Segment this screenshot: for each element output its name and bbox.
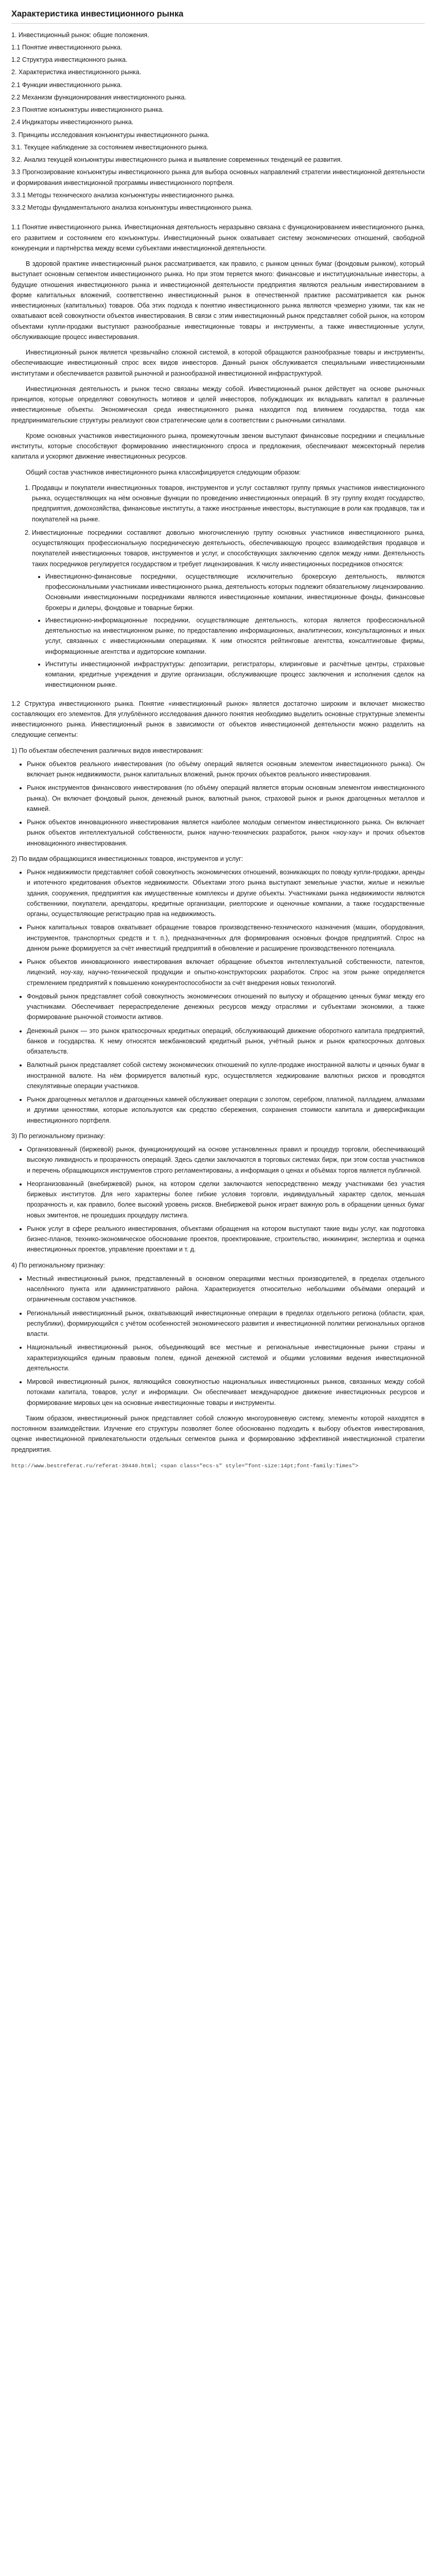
toc-item: 3. Принципы исследования конъюнктуры инвестиционного рынка. xyxy=(11,131,210,139)
toc-item: 3.3 Прогнозирование конъюнктуры инвестиционного рынка для выбора основных направлений стратегии инвестиционной деятельности и формирования инвестиционной программы инвестиционного портфеля. xyxy=(11,168,425,187)
section-heading: 3) По региональному признаку: xyxy=(11,1132,105,1140)
list-item: • Организованный (биржевой) рынок, функционирующий на основе установленных правил и процедур торговли, обеспечивающий высокую ликвидность и прозрачность операций. Здесь сделки заключаются в торговых системах бирж, при этом состав участников и перечень обращающихся инструментов строго регламентированы, а информация о ценах и объёмах торгов является публичной. xyxy=(27,1144,425,1176)
list-item: • Неорганизованный (внебиржевой) рынок, на котором сделки заключаются непосредственно между участниками без участия биржевых институтов. Для него характерны более гибкие условия торговли, индивидуальный характер сделок, меньшая прозрачность и, как правило, более высокий уровень рисков. Внебиржевой рынок играет важную роль в обращении ценных бумаг новых эмитентов, не прошедших процедуру листинга. xyxy=(27,1179,425,1221)
page-title: Характеристика инвестиционного рынка xyxy=(11,7,425,24)
intermediaries-list xyxy=(32,571,425,690)
toc-item: 2.4 Индикаторы инвестиционного рынка. xyxy=(11,118,134,126)
list-item: • Рынок недвижимости представляет собой совокупность экономических отношений, возникающих по поводу купли-продажи, аренды и ипотечного кредитования объектов недвижимости. Объектами этого рынка выступают земельные участки, жилые и нежилые здания, сооружения, предприятия как имущественные комплексы и другие объекты. Участниками рынка недвижимости являются собственники, покупатели, арендаторы, кредитные организации, риелторские и оценочные компании, а также государственные органы, осуществляющие регистрацию прав на недвижимость. xyxy=(27,867,425,919)
toc-item: 2. Характеристика инвестиционного рынка. xyxy=(11,69,142,76)
paragraph: 1.2 Структура инвестиционного рынка. Понятие «инвестиционный рынок» является достаточно широким и включает множество составляющих его элементов. Для углублённого исследования данного понятия необходимо выделить основные структурные элементы инвестиционного рынка. Инвестиционный рынок в зависимости от объектов инвестиционной деятельности можно разделить на следующие сегменты: xyxy=(11,700,425,739)
list-item xyxy=(32,528,425,690)
list-item: • Денежный рынок — это рынок краткосрочных кредитных операций, обслуживающий движение оборотного капитала предприятий, банков и государства. К нему относятся межбанковский кредитный рынок, учётный рынок и рынок краткосрочных долговых обязательств. xyxy=(27,1026,425,1057)
segments-list xyxy=(11,867,425,1126)
list-item: • Рынок драгоценных металлов и драгоценных камней обслуживает операции с золотом, серебром, платиной, палладием, алмазами и другими ценностями, которые используются как средство сбережения, сохранения стоимости капитала и диверсификации инвестиционного портфеля. xyxy=(27,1094,425,1126)
paragraph: Инвестиционная деятельность и рынок тесно связаны между собой. Инвестиционный рынок действует на основе рыночных принципов, которые определяют совокупность мотивов и целей инвесторов, побуждающих их вкладывать капитал в различные инвестиционные объекты. Экономическая среда инвестиционного рынка находится под влиянием государства, тогда как предпринимательские структуры реализуют свои стратегические цели в соответствии с рыночными сигналами. xyxy=(11,385,425,424)
paragraph: В здоровой практике инвестиционный рынок рассматривается, как правило, с рынком ценных бумаг (фондовым рынком), который выступает основным сегментом инвестиционного рынка. Но при этом теряется много: финансовые и институциональные инвесторы, а будущие отношения инвестиционного рынка и инвестиционной деятельности предприятия являются реальным инвестированием в форме капитальных вложений, соответственно инвестиционный рынок в отечественной практике рассматривается как рынок инвестиционных (капитальных) товаров. Оба этих подхода к понятию инвестиционного рынка являются чрезмерно узкими, так как не охватывают всей совокупности объектов инвестирования. В связи с этим инвестиционный рынок представляет собой рынок, на котором объектами купли-продажи выступают разнообразные инвестиционные товары и инструменты, а также инвестиционные услуги, обслуживающие процесс инвестирования. xyxy=(11,260,425,341)
list-item: • Местный инвестиционный рынок, представленный в основном операциями местных производителей, в пределах отдельного населённого пункта или административного района. Характеризуется относительно небольшими объёмами операций и ограниченным составом участников. xyxy=(27,1274,425,1305)
section-heading: 1) По объектам обеспечения различных видов инвестирования: xyxy=(11,747,203,754)
segments-list xyxy=(11,759,425,849)
list-item: • Инвестиционно-финансовые посредники, осуществляющие исключительно брокерскую деятельность, являются профессиональными участниками инвестиционного рынка, деятельность которых подлежит обязательному лицензированию. Основными инвестиционными посредниками являются инвестиционные компании, инвестиционные фонды, финансовые брокеры и дилеры, фондовые и товарные биржи. xyxy=(45,571,425,613)
section-heading: 4) По региональному признаку: xyxy=(11,1261,105,1269)
list-item: • Инвестиционно-информационные посредники, осуществляющие деятельность, которая является профессиональной деятельностью на инвестиционном рынке, по предоставлению информационных, аналитических, консультационных и иных услуг, связанных с инвестиционными операциями. К ним относятся рейтинговые агентства, консалтинговые фирмы, информационные агентства и аудиторские компании. xyxy=(45,615,425,657)
toc-item: 1.1 Понятие инвестиционного рынка. xyxy=(11,43,123,51)
toc-item: 2.1 Функции инвестиционного рынка. xyxy=(11,81,123,89)
list-item: • Валютный рынок представляет собой систему экономических отношений по купле-продаже иностранной валюты и ценных бумаг в иностранной валюте. На нём формируется валютный курс, осуществляется хеджирование валютных рисков и проводятся спекулятивные операции участников. xyxy=(27,1060,425,1091)
segments-list xyxy=(11,1144,425,1255)
list-item: • Национальный инвестиционный рынок, объединяющий все местные и региональные инвестиционные рынки страны и характеризующийся единым правовым полем, единой денежной системой и общими условиями ведения инвестиционной деятельности. xyxy=(27,1342,425,1374)
participants-list xyxy=(11,483,425,690)
paragraph: Общий состав участников инвестиционного рынка классифицируется следующим образом: xyxy=(26,468,301,476)
list-item: • Фондовый рынок представляет собой совокупность экономических отношений по выпуску и обращению ценных бумаг между его участниками. Обеспечивает перераспределение денежных ресурсов между отраслями и субъектами экономики, а также формирование рыночной стоимости активов. xyxy=(27,991,425,1023)
paragraph: Таким образом, инвестиционный рынок представляет собой сложную многоуровневую систему, элементы которой находятся в постоянном взаимодействии. Изучение его структуры позволяет более обоснованно подходить к выбору объектов инвестирования, оценке инвестиционной привлекательности отдельных сегментов рынка и формированию эффективной инвестиционной стратегии предприятия. xyxy=(11,1414,425,1453)
list-item: • Рынок объектов инновационного инвестирования является наиболее молодым сегментом инвестиционного рынка. Он включает рынок объектов интеллектуальной собственности, рынок научно-технических разработок, рынок «ноу-хау» и прочих объектов инновационного инвестирования. xyxy=(27,817,425,849)
toc-item: 2.2 Механизм функционирования инвестиционного рынка. xyxy=(11,93,186,101)
segments-list xyxy=(11,1274,425,1408)
toc-item: 1. Инвестиционный рынок: общие положения. xyxy=(11,31,149,39)
toc-item: 2.3 Понятие конъюнктуры инвестиционного рынка. xyxy=(11,106,164,114)
list-item: • Рынок услуг в сфере реального инвестирования, объектами обращения на котором выступают такие виды услуг, как подготовка бизнес-планов, технико-экономическое обоснование проектов, проектирование, строительство, инжиниринг, экспертиза и оценка инвестиционных проектов, управление проектами и т. д. xyxy=(27,1224,425,1255)
list-item: 1. Продавцы и покупатели инвестиционных товаров, инструментов и услуг составляют группу прямых участников инвестиционного рынка, осуществляющих на нём основные функции по проведению инвестиционных операций. В эту группу входят государство, предприятия, домохозяйства, финансовые институты, а также иностранные инвесторы, выступающие в роли как продавцов, так и покупателей на рынке. xyxy=(32,483,425,524)
toc-item: 3.3.2 Методы фундаментального анализа конъюнктуры инвестиционного рынка. xyxy=(11,204,253,212)
list-item: • Рынок объектов реального инвестирования (по объёму операций является основным элементом инвестиционного рынка). Он включает рынок недвижимости, рынок капитальных вложений, рынок прочих объектов реального инвестирования. xyxy=(27,759,425,780)
list-item: • Региональный инвестиционный рынок, охватывающий инвестиционные операции в пределах отдельного региона (области, края, республики), формирующийся с учётом особенностей экономического развития и инвестиционной политики региональных органов власти. xyxy=(27,1308,425,1340)
list-item: • Мировой инвестиционный рынок, являющийся совокупностью национальных инвестиционных рынков, связанных между собой потоками капитала, товаров, услуг и информации. Он обеспечивает международное движение инвестиционных ресурсов и формирование мировых цен на основные инвестиционные товары и инструменты. xyxy=(27,1377,425,1408)
toc-item: 3.2. Анализ текущей конъюнктуры инвестиционного рынка и выявление современных тенденций ее развития. xyxy=(11,156,342,164)
paragraph: Инвестиционный рынок является чрезвычайно сложной системой, в которой обращаются разнообразные товары и инструменты, обеспечивающие инвестиционный спрос всех видов инвесторов. Данный рынок обслуживается специальными инвестиционными институтами и обеспечивается развитой рыночной и разнообразной инвестиционной инфраструктурой. xyxy=(11,349,425,377)
list-item-text: Инвестиционные посредники составляют довольно многочисленную группу основных участников инвестиционного рынка, осуществляющих профессиональную посредническую деятельность, обеспечивающую процесс взаимодействия продавцов и покупателей инвестиционных товаров, инструментов и услуг, и способствующих заключению сделок между ними. Деятельность таких посредников регулируется государством и требует лицензирования. К числу инвестиционных посредников относятся: xyxy=(32,529,425,568)
paragraph: Кроме основных участников инвестиционного рынка, промежуточным звеном выступают финансовые посредники и специальные институты, которые способствуют формированию инвестиционного спроса и предложения, обеспечивают межсекторный перелив капитала и ускоряют движение инвестиционных ресурсов. xyxy=(11,432,425,461)
list-item: • Рынок капитальных товаров охватывает обращение товаров производственно-технического назначения (машин, оборудования, инструментов, транспортных средств и т. п.), предназначенных для формирования основных фондов предприятий. Спрос на данном рынке формируется за счёт инвестиций предприятий в обновление и расширение производственного потенциала. xyxy=(27,922,425,954)
list-item: • Рынок инструментов финансового инвестирования (по объёму операций является вторым основным элементом инвестиционного рынка). Он включает фондовый рынок, денежный рынок, валютный рынок, страховой рынок и рынок драгоценных металлов и камней. xyxy=(27,783,425,814)
toc-item: 3.1. Текущее наблюдение за состоянием инвестиционного рынка. xyxy=(11,143,208,151)
section-heading: 2) По видам обращающихся инвестиционных товаров, инструментов и услуг: xyxy=(11,855,243,862)
toc-item: 1.2 Структура инвестиционного рынка. xyxy=(11,56,128,64)
paragraph: 1.1 Понятие инвестиционного рынка. Инвестиционная деятельность неразрывно связана с функционированием инвестиционного рынка, его развитием и состоянием его конъюнктуры. Инвестиционный рынок охватывает систему экономических отношений, свободной конкуренции и партнёрства между всеми субъектами инвестиционной деятельности. xyxy=(11,224,425,252)
source-footer: http://www.bestreferat.ru/referat-39440.html; <span class="ecs-s" style="font-size:14pt;font-family:Times"> xyxy=(11,1463,359,1469)
list-item: • Институты инвестиционной инфраструктуры: депозитарии, регистраторы, клиринговые и расчётные центры, страховые компании, кредитные учреждения и другие организации, обслуживающие процесс заключения и исполнения сделок на инвестиционном рынке. xyxy=(45,659,425,690)
toc-item: 3.3.1 Методы технического анализа конъюнктуры инвестиционного рынка. xyxy=(11,191,235,199)
list-item: • Рынок объектов инновационного инвестирования включает обращение объектов интеллектуальной собственности, патентов, лицензий, ноу-хау, научно-технической продукции и опытно-конструкторских разработок. Спрос на этом рынке определяется стремлением предприятий к повышению конкурентоспособности за счёт внедрения новых технологий. xyxy=(27,957,425,988)
table-of-contents xyxy=(11,30,425,213)
